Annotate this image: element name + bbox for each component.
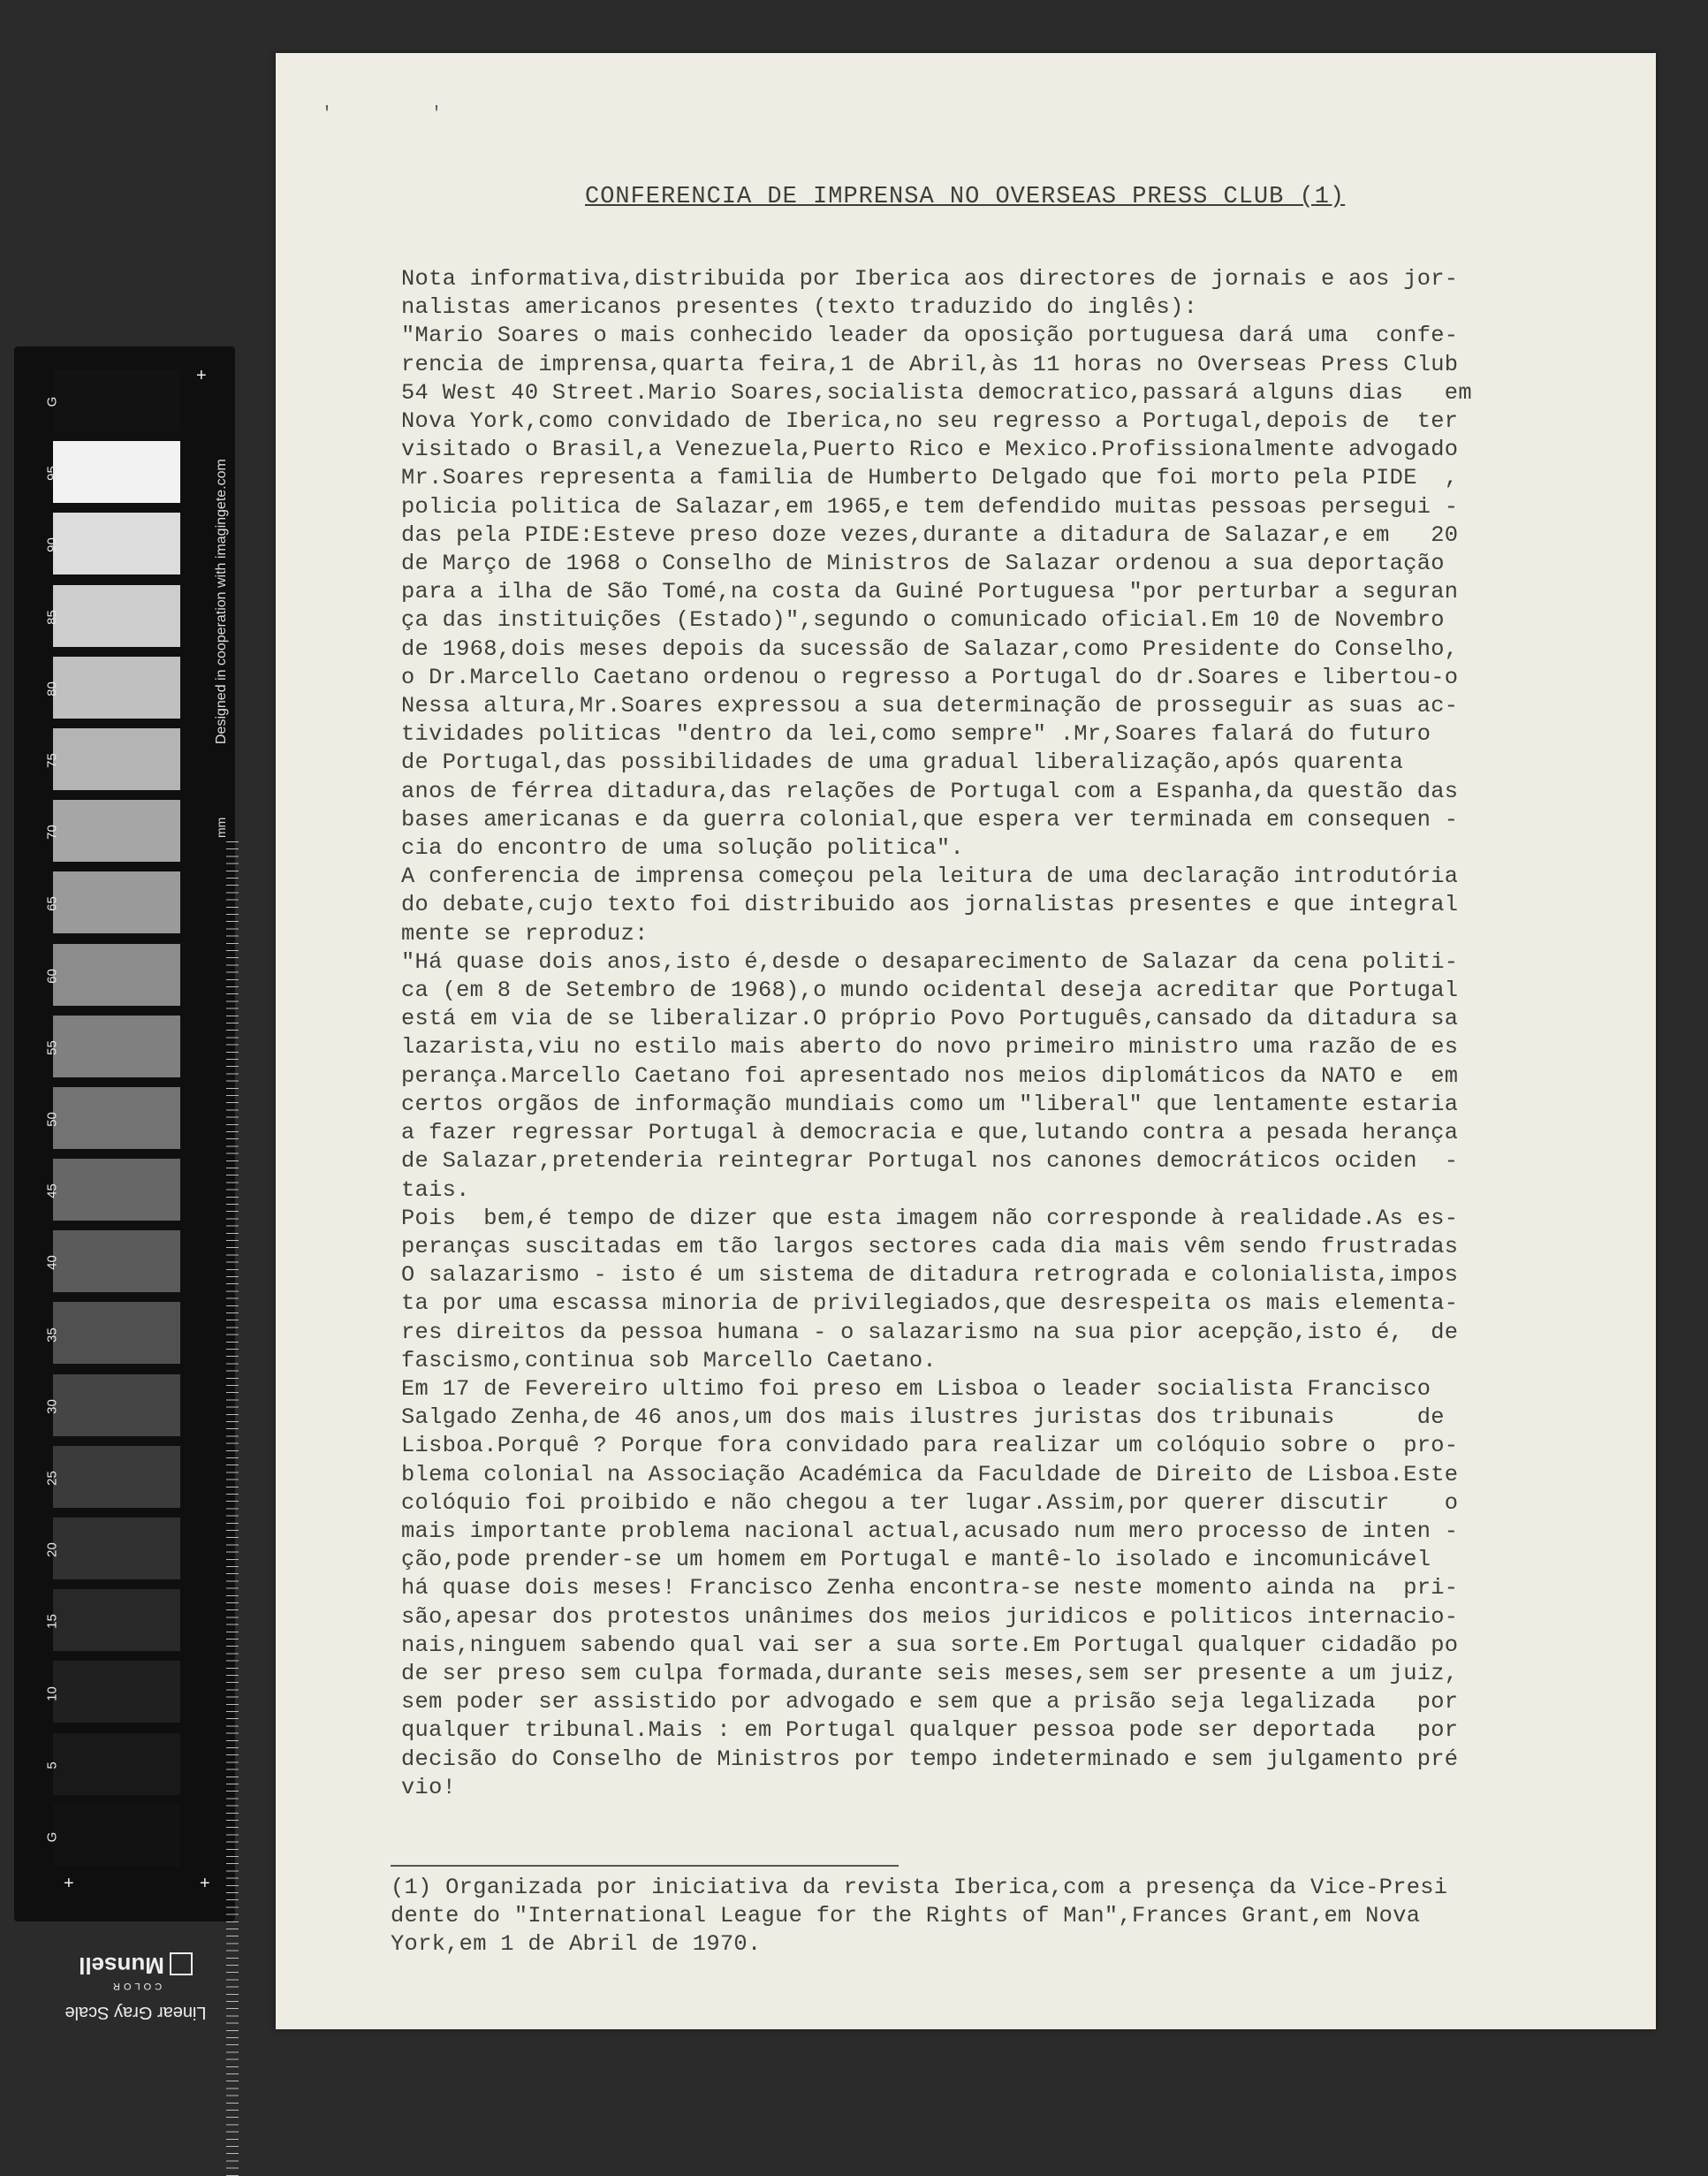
body-line: qualquer tribunal.Mais : em Portugal qualquer pessoa pode ser deportada por (401, 1717, 1459, 1744)
body-line: ção,pode prender-se um homem em Portugal e mantê-lo isolado e incomunicável (401, 1547, 1431, 1573)
body-line: peranças suscitadas em tão largos sectores cada dia mais vêm sendo frustradas (401, 1233, 1459, 1259)
gray-swatch (53, 1805, 180, 1867)
body-line: rencia de imprensa,quarta feira,1 de Abril,às 11 horas no Overseas Press Club (401, 351, 1459, 377)
body-line: perança.Marcello Caetano foi apresentado nos meios diplomáticos da NATO e em (401, 1062, 1459, 1089)
scale-number: 25 (44, 1471, 60, 1486)
footnote-rule (391, 1865, 899, 1867)
body-line: para a ilha de São Tomé,na costa da Guiné Portuguesa "por perturbar a seguran (401, 579, 1459, 605)
body-line: está em via de se liberalizar.O próprio Povo Português,cansado da ditadura sa (401, 1006, 1459, 1032)
gray-swatch (53, 1518, 180, 1579)
footnote-line: York,em 1 de Abril de 1970. (391, 1931, 762, 1958)
body-line: colóquio foi proibido e não chegou a ter lugar.Assim,por querer discutir o (401, 1489, 1459, 1516)
body-line: anos de férrea ditadura,das relações de Portugal com a Espanha,da questão das (401, 778, 1459, 804)
munsell-logo-icon (170, 1952, 193, 1975)
body-line: tividades politicas "dentro da lei,como sempre" .Mr,Soares falará do futuro (401, 721, 1431, 748)
gray-swatch (53, 1016, 180, 1077)
scale-number: 5 (44, 1761, 60, 1769)
body-line: Nessa altura,Mr.Soares expressou a sua determinação de prosseguir as suas ac- (401, 693, 1459, 719)
gray-swatch (53, 1087, 180, 1149)
body-line: A conferencia de imprensa começou pela leitura de uma declaração introdutória (401, 864, 1459, 890)
body-line: de Março de 1968 o Conselho de Ministros de Salazar ordenou a sua deportação (401, 551, 1445, 577)
body-line: são,apesar dos protestos unânimes dos meios juridicos e politicos internacio- (401, 1603, 1459, 1630)
body-line: cia do encontro de uma solução politica". (401, 835, 965, 862)
gray-swatch (53, 944, 180, 1006)
scale-number: 50 (44, 1112, 60, 1127)
footnote (391, 1874, 1539, 1959)
body-line: Salgado Zenha,de 46 anos,um dos mais ilustres juristas dos tribunais de (401, 1404, 1445, 1431)
scale-number: 60 (44, 968, 60, 984)
body-line: res direitos da pessoa humana - o salazarismo na sua pior acepção,isto é, de (401, 1319, 1459, 1345)
scale-number: 95 (44, 466, 60, 482)
scale-number: 80 (44, 681, 60, 696)
body-line: 54 West 40 Street.Mario Soares,socialista democratico,passará alguns dias em (401, 379, 1472, 406)
gray-swatch (53, 1733, 180, 1795)
body-line: "Há quase dois anos,isto é,desde o desaparecimento de Salazar da cena politi- (401, 948, 1459, 975)
body-line: de ser preso sem culpa formada,durante seis meses,sem ser presente a um juiz, (401, 1660, 1459, 1686)
brand-name: Munsell (79, 1952, 164, 1979)
body-line: ca (em 8 de Setembro de 1968),o mundo ocidental deseja acreditar que Portugal (401, 978, 1459, 1004)
scale-number: 45 (44, 1183, 60, 1199)
gray-swatch (53, 585, 180, 647)
scale-number: 70 (44, 825, 60, 841)
gray-swatch (53, 1446, 180, 1508)
scale-number: G (44, 396, 60, 407)
scale-number: 85 (44, 609, 60, 625)
crosshair-mark: + (200, 1874, 210, 1893)
gray-swatch (53, 1230, 180, 1292)
body-line: o Dr.Marcello Caetano ordenou o regresso a Portugal do dr.Soares e libertou-o (401, 664, 1459, 690)
footnote-line: (1) Organizada por iniciativa da revista Iberica,com a presença da Vice-Presi (391, 1875, 1448, 1900)
body-line: fascismo,continua sob Marcello Caetano. (401, 1347, 937, 1373)
body-line: de Portugal,das possibilidades de uma gradual liberalização,após quarenta (401, 749, 1404, 776)
gray-swatch (53, 657, 180, 719)
body-line: bases americanas e da guerra colonial,que espera ver terminada em consequen - (401, 806, 1459, 833)
body-line: há quase dois meses! Francisco Zenha encontra-se neste momento ainda na pri- (401, 1575, 1459, 1602)
body-line: blema colonial na Associação Académica da Faculdade de Direito de Lisboa.Este (401, 1461, 1459, 1487)
crosshair-mark: + (64, 1874, 74, 1893)
footnote-line: dente do "International League for the Rights of Man",Frances Grant,em Nova (391, 1903, 1421, 1929)
document-body (401, 265, 1634, 1802)
designed-credit-text: Designed in cooperation with imagingete.com (214, 459, 229, 744)
body-line: Pois bem,é tempo de dizer que esta imagem não corresponde à realidade.As es- (401, 1205, 1459, 1231)
body-line: nais,ninguem sabendo qual vai ser a sua sorte.Em Portugal qualquer cidadão po (401, 1632, 1459, 1658)
brand-sub: COLOR (109, 1981, 163, 1991)
mm-label: mm (214, 817, 228, 838)
body-line: mais importante problema nacional actual,acusado num mero processo de inten - (401, 1518, 1459, 1544)
body-line: certos orgãos de informação mundiais como um "liberal" que lentamente estaria (401, 1091, 1459, 1117)
body-line: sem poder ser assistido por advogado e sem que a prisão seja legalizada por (401, 1689, 1459, 1716)
body-line: Em 17 de Fevereiro ultimo foi preso em Lisboa o leader socialista Francisco (401, 1375, 1431, 1402)
body-line: de 1968,dois meses depois da sucessão de Salazar,como Presidente do Conselho, (401, 635, 1459, 662)
gray-swatch (53, 1302, 180, 1364)
scale-number: 75 (44, 753, 60, 768)
body-line: de Salazar,pretenderia reintegrar Portugal nos canones democráticos ociden - (401, 1148, 1459, 1175)
body-line: das pela PIDE:Esteve preso doze vezes,durante a ditadura de Salazar,e em 20 (401, 521, 1459, 548)
body-line: Lisboa.Porquê ? Porque fora convidado para realizar um colóquio sobre o pro- (401, 1433, 1459, 1459)
gray-swatch (53, 369, 180, 431)
body-line: "Mario Soares o mais conhecido leader da oposição portuguesa dará uma confe- (401, 323, 1459, 349)
body-line: Nova York,como convidado de Iberica,no seu regresso a Portugal,depois de ter (401, 408, 1459, 435)
scale-number: 20 (44, 1542, 60, 1558)
gray-swatch (53, 513, 180, 574)
body-line: nalistas americanos presentes (texto traduzido do inglês): (401, 294, 1198, 321)
body-line: Mr.Soares representa a familia de Humberto Delgado que foi morto pela PIDE , (401, 465, 1459, 491)
gray-swatch (53, 1374, 180, 1436)
scale-number: 55 (44, 1039, 60, 1055)
body-line: decisão do Conselho de Ministros por tempo indeterminado e sem julgamento pré (401, 1746, 1459, 1772)
scale-number: 65 (44, 896, 60, 912)
gray-swatch (53, 1661, 180, 1723)
body-line: tais. (401, 1176, 470, 1203)
document-page (276, 53, 1656, 2029)
card-branding (58, 1916, 213, 2022)
scale-title: Linear Gray Scale (65, 2003, 207, 2022)
scale-number: 10 (44, 1685, 60, 1701)
corner-marks: ' ' (322, 104, 487, 125)
scale-number: G (44, 1831, 60, 1843)
body-line: do debate,cujo texto foi distribuido aos jornalistas presentes e que integral (401, 892, 1459, 918)
scale-number: 90 (44, 537, 60, 553)
mm-ruler (226, 841, 239, 2176)
body-line: lazarista,viu no estilo mais aberto do novo primeiro ministro uma razão de es (401, 1034, 1459, 1061)
body-line: O salazarismo - isto é um sistema de ditadura retrograda e colonialista,impos (401, 1262, 1459, 1289)
body-line: ça das instituições (Estado)",segundo o comunicado oficial.Em 10 de Novembro (401, 607, 1445, 634)
crosshair-mark: + (196, 366, 207, 385)
scale-number: 15 (44, 1614, 60, 1630)
body-line: ta por uma escassa minoria de privilegiados,que desrespeita os mais elementa- (401, 1290, 1459, 1317)
body-line: visitado o Brasil,a Venezuela,Puerto Rico e Mexico.Profissionalmente advogado (401, 437, 1459, 463)
gray-swatch (53, 1589, 180, 1651)
gray-swatch (53, 800, 180, 862)
scale-number: 40 (44, 1255, 60, 1271)
scale-number: 35 (44, 1327, 60, 1343)
gray-swatch (53, 871, 180, 933)
body-line: policia politica de Salazar,em 1965,e tem defendido muitas pessoas persegui - (401, 493, 1459, 520)
document-title: CONFERENCIA DE IMPRENSA NO OVERSEAS PRESS CLUB (1) (585, 184, 1346, 210)
gray-swatch (53, 728, 180, 790)
gray-swatch-stack (53, 369, 196, 1876)
scale-number: 30 (44, 1398, 60, 1414)
body-line: mente se reproduz: (401, 920, 649, 947)
gray-swatch (53, 1159, 180, 1221)
body-line: a fazer regressar Portugal à democracia e que,lutando contra a pesada herança (401, 1120, 1459, 1146)
body-line: Nota informativa,distribuida por Iberica aos directores de jornais e aos jor- (401, 266, 1459, 292)
body-line: vio! (401, 1774, 457, 1800)
gray-scale-card (14, 346, 235, 2022)
brand-logo (58, 1952, 213, 1979)
gray-swatch (53, 441, 180, 503)
